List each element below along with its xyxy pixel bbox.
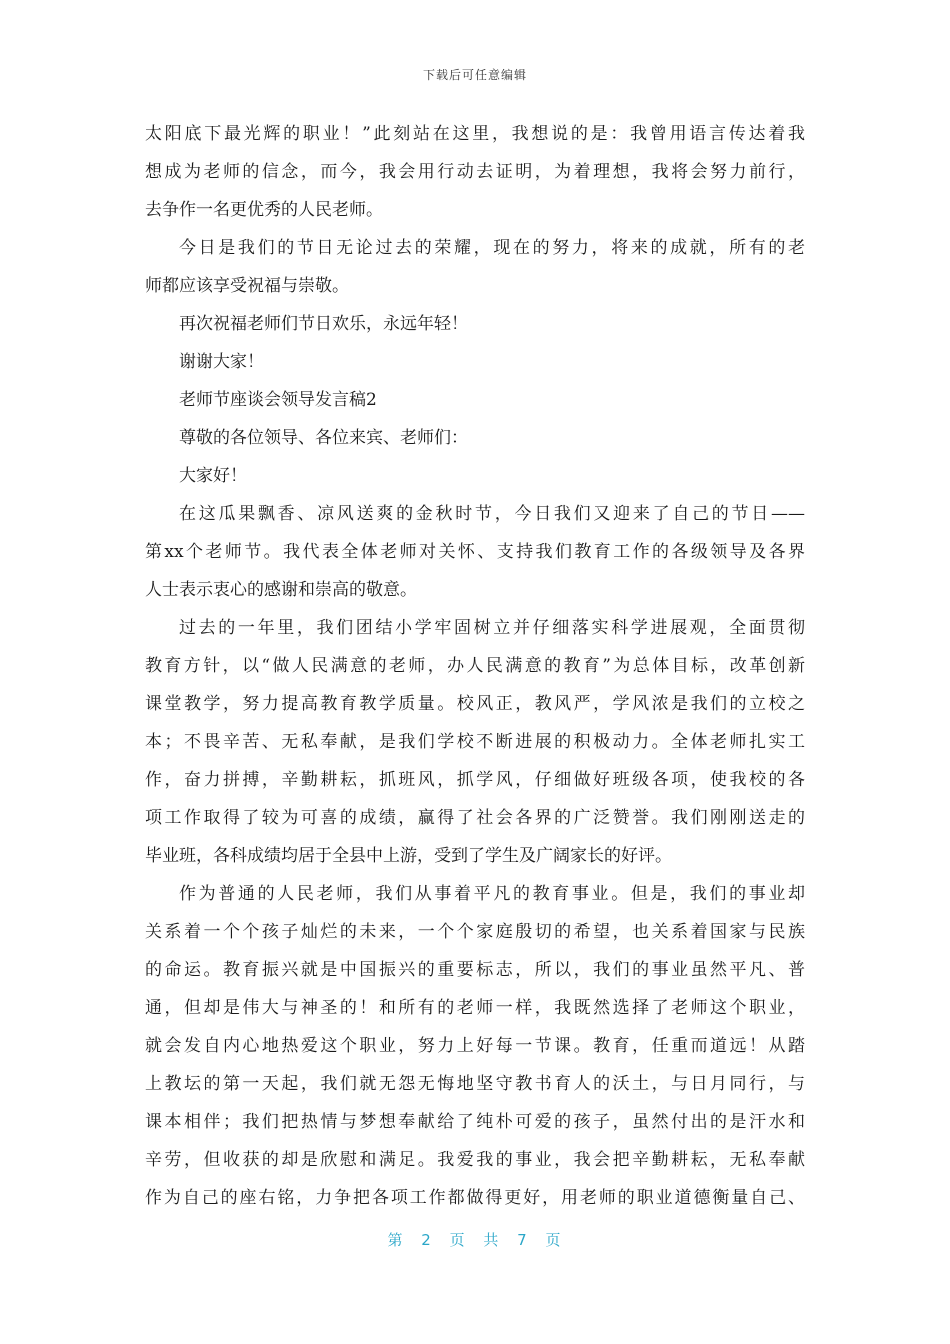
text-line: 在这瓜果飘香、凉风送爽的金秋时节，今日我们又迎来了自己的节日——: [179, 504, 805, 524]
text-line: 课本相伴；我们把热情与梦想奉献给了纯朴可爱的孩子，虽然付出的是汗水和: [145, 1112, 805, 1132]
text-line: 大家好！: [179, 466, 247, 486]
text-line: 作为普通的人民老师，我们从事着平凡的教育事业。但是，我们的事业却: [179, 884, 805, 904]
text-line: 关系着一个个孩子灿烂的未来，一个个家庭殷切的希望，也关系着国家与民族: [145, 922, 805, 942]
text-line: 作为自己的座右铭，力争把各项工作都做得更好，用老师的职业道德衡量自己、: [145, 1188, 805, 1208]
text-line: 师都应该享受祝福与崇敬。: [145, 276, 349, 296]
text-line: 想成为老师的信念，而今，我会用行动去证明，为着理想，我将会努力前行，: [145, 162, 805, 182]
page-number: 第 2 页 共 7 页: [387, 1231, 563, 1249]
text-line: 上教坛的第一天起，我们就无怨无悔地坚守教书育人的沃土，与日月同行，与: [145, 1074, 805, 1094]
text-line: 过去的一年里，我们团结小学牢固树立并仔细落实科学进展观，全面贯彻: [179, 618, 805, 638]
document-body: [145, 115, 805, 1217]
text-line: 今日是我们的节日无论过去的荣耀，现在的努力，将来的成就，所有的老: [179, 238, 805, 258]
page-header: 下载后可任意编辑: [422, 68, 527, 82]
text-line: 毕业班，各科成绩均居于全县中上游，受到了学生及广阔家长的好评。: [145, 846, 672, 866]
text-line: 人士表示衷心的感谢和崇高的敬意。: [145, 580, 417, 600]
text-line: 本；不畏辛苦、无私奉献，是我们学校不断进展的积极动力。全体老师扎实工: [145, 732, 805, 752]
text-line: 去争作一名更优秀的人民老师。: [145, 200, 383, 220]
text-line: 太阳底下最光辉的职业！”此刻站在这里，我想说的是：我曾用语言传达着我: [145, 124, 805, 144]
text-line: 再次祝福老师们节日欢乐，永远年轻！: [179, 314, 468, 334]
text-line: 作，奋力拼搏，辛勤耕耘，抓班风，抓学风，仔细做好班级各项，使我校的各: [145, 770, 805, 790]
text-line: 项工作取得了较为可喜的成绩，赢得了社会各界的广泛赞誉。我们刚刚送走的: [145, 808, 805, 828]
text-line: 课堂教学，努力提高教育教学质量。校风正，教风严，学风浓是我们的立校之: [145, 694, 805, 714]
text-line: 辛劳，但收获的却是欣慰和满足。我爱我的事业，我会把辛勤耕耘，无私奉献: [145, 1150, 805, 1170]
text-line: 的命运。教育振兴就是中国振兴的重要标志，所以，我们的事业虽然平凡、普: [145, 960, 805, 980]
text-line: 第xx个老师节。我代表全体老师对关怀、支持我们教育工作的各级领导及各界: [145, 542, 805, 562]
text-line: 通，但却是伟大与神圣的！和所有的老师一样，我既然选择了老师这个职业，: [145, 998, 805, 1018]
text-line: 就会发自内心地热爱这个职业，努力上好每一节课。教育，任重而道远！从踏: [145, 1036, 805, 1056]
text-line: 谢谢大家！: [179, 352, 264, 372]
text-line: 老师节座谈会领导发言稿2: [179, 390, 377, 410]
text-line: 尊敬的各位领导、各位来宾、老师们：: [179, 428, 468, 448]
text-line: 教育方针，以“做人民满意的老师，办人民满意的教育”为总体目标，改革创新: [145, 656, 805, 676]
